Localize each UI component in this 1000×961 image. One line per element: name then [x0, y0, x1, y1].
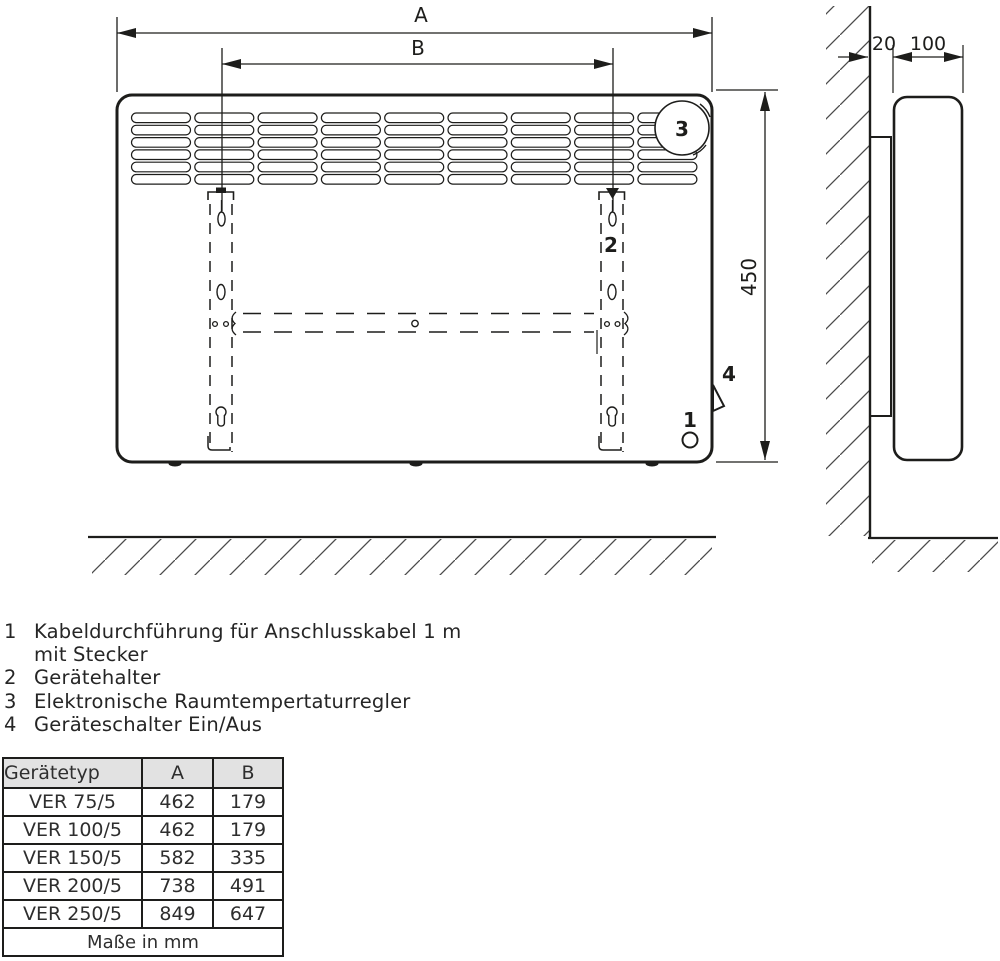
header-b: B [213, 758, 283, 788]
front-view [88, 3, 778, 575]
table-row [3, 788, 283, 816]
cell-type: VER 250/5 [3, 900, 142, 928]
cell-b: 335 [213, 844, 283, 872]
table-footer-row [3, 928, 283, 956]
table-header-row [3, 758, 283, 788]
legend-item-text: Kabeldurchführung für Anschlusskabel 1 m mit Stecker [34, 620, 462, 667]
floor-front [88, 537, 716, 575]
callout-4-label: 4 [722, 362, 736, 386]
heater-side-profile [894, 97, 962, 460]
cell-b: 491 [213, 872, 283, 900]
table-row [3, 900, 283, 928]
dimension-b-label: B [411, 36, 425, 60]
cell-type: VER 75/5 [3, 788, 142, 816]
legend-item-text: Gerätehalter [34, 666, 161, 690]
power-switch [713, 362, 736, 411]
side-view [826, 6, 998, 572]
cell-a: 462 [142, 788, 213, 816]
cell-a: 849 [142, 900, 213, 928]
cell-type: VER 150/5 [3, 844, 142, 872]
dimension-depth-label: 100 [909, 33, 947, 55]
legend [4, 620, 564, 736]
table-unit-note: Maße in mm [3, 928, 283, 956]
bracket-side-profile [870, 137, 892, 416]
device-dimensions-table [2, 757, 284, 957]
legend-item-number: 1 [4, 620, 17, 643]
cell-b: 179 [213, 816, 283, 844]
cell-a: 582 [142, 844, 213, 872]
callout-2-label: 2 [604, 233, 618, 257]
legend-item-number: 3 [4, 689, 17, 713]
header-a: A [142, 758, 213, 788]
dimension-height-label: 450 [737, 257, 761, 297]
legend-item-3 [4, 690, 564, 713]
dimension-a-label: A [414, 3, 428, 27]
wall-hatching [826, 6, 870, 536]
table-row [3, 872, 283, 900]
legend-item-number: 4 [4, 712, 17, 736]
legend-item-text: Geräteschalter Ein/Aus [34, 712, 263, 736]
cell-a: 462 [142, 816, 213, 844]
table-row [3, 844, 283, 872]
floor-side-hatching [872, 540, 998, 572]
dimension-wall-gap-label: 20 [871, 33, 897, 55]
cable-gland [683, 408, 698, 448]
cell-type: VER 100/5 [3, 816, 142, 844]
legend-item-2 [4, 666, 564, 689]
legend-item-number: 2 [4, 666, 17, 690]
cell-a: 738 [142, 872, 213, 900]
legend-item-4 [4, 713, 564, 736]
thermostat-dial [655, 101, 710, 155]
header-geraetetyp: Gerätetyp [3, 758, 142, 788]
callout-3-label: 3 [675, 117, 689, 141]
legend-item-1 [4, 620, 564, 666]
cell-b: 179 [213, 788, 283, 816]
dimension-height [716, 90, 778, 462]
callout-1-label: 1 [683, 408, 697, 432]
cell-type: VER 200/5 [3, 872, 142, 900]
table-row [3, 816, 283, 844]
dimension-depth [893, 33, 963, 93]
legend-item-text: Elektronische Raumtempertaturregler [34, 689, 411, 713]
cell-b: 647 [213, 900, 283, 928]
